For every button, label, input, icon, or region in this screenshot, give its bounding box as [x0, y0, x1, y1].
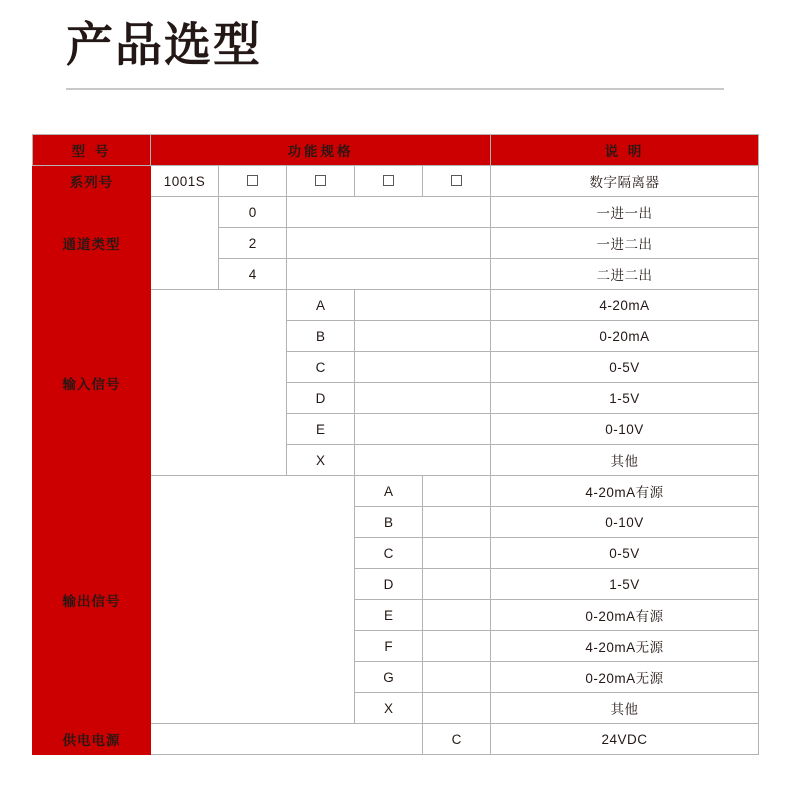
spacer-cell — [355, 383, 491, 414]
option-description: 其他 — [491, 693, 759, 724]
row-category-input-signal: 输入信号 — [33, 290, 151, 476]
checkbox-slot-4 — [423, 166, 491, 197]
spacer-cell — [151, 290, 287, 476]
spec-table-wrapper — [32, 134, 758, 755]
model-code-value: 1001S — [151, 166, 219, 197]
option-code: C — [287, 352, 355, 383]
option-code: 2 — [219, 228, 287, 259]
checkbox-slot-3 — [355, 166, 423, 197]
table-row — [33, 197, 759, 228]
option-description: 4-20mA无源 — [491, 631, 759, 662]
option-description: 一进一出 — [491, 197, 759, 228]
row-category-power-supply: 供电电源 — [33, 724, 151, 755]
checkbox-slot-1 — [219, 166, 287, 197]
option-code: X — [355, 693, 423, 724]
table-row — [33, 724, 759, 755]
checkbox-icon — [383, 175, 394, 186]
option-description: 0-20mA有源 — [491, 600, 759, 631]
option-description: 4-20mA有源 — [491, 476, 759, 507]
option-code: 0 — [219, 197, 287, 228]
spacer-cell — [355, 290, 491, 321]
option-description: 1-5V — [491, 383, 759, 414]
spacer-cell — [355, 414, 491, 445]
spacer-cell — [151, 724, 423, 755]
title-divider — [66, 88, 724, 90]
option-description: 二进二出 — [491, 259, 759, 290]
option-description: 0-10V — [491, 507, 759, 538]
option-description: 1-5V — [491, 569, 759, 600]
option-description: 24VDC — [491, 724, 759, 755]
table-header-row — [33, 135, 759, 166]
spacer-cell — [287, 228, 491, 259]
option-code: C — [355, 538, 423, 569]
table-row — [33, 166, 759, 197]
checkbox-icon — [315, 175, 326, 186]
column-header-description: 说 明 — [491, 135, 759, 166]
option-code: D — [355, 569, 423, 600]
option-description: 0-5V — [491, 352, 759, 383]
column-header-function: 功能规格 — [151, 135, 491, 166]
option-description: 0-10V — [491, 414, 759, 445]
spacer-cell — [287, 197, 491, 228]
option-description: 0-5V — [491, 538, 759, 569]
checkbox-icon — [451, 175, 462, 186]
option-code: 4 — [219, 259, 287, 290]
checkbox-icon — [247, 175, 258, 186]
spacer-cell — [355, 445, 491, 476]
option-description: 一进二出 — [491, 228, 759, 259]
option-description: 0-20mA — [491, 321, 759, 352]
option-code: D — [287, 383, 355, 414]
spacer-cell — [423, 600, 491, 631]
spacer-cell — [355, 321, 491, 352]
option-code: C — [423, 724, 491, 755]
product-selection-table — [32, 134, 759, 755]
title-block — [0, 0, 790, 72]
option-code: A — [355, 476, 423, 507]
page-title: 产品选型 — [66, 18, 262, 71]
spacer-cell — [423, 538, 491, 569]
spacer-cell — [423, 662, 491, 693]
checkbox-slot-2 — [287, 166, 355, 197]
option-code: F — [355, 631, 423, 662]
option-code: E — [287, 414, 355, 445]
spacer-cell — [423, 631, 491, 662]
column-header-model: 型 号 — [33, 135, 151, 166]
table-row — [33, 476, 759, 507]
option-code: A — [287, 290, 355, 321]
spacer-cell — [355, 352, 491, 383]
option-code: X — [287, 445, 355, 476]
option-code: B — [355, 507, 423, 538]
spacer-cell — [423, 476, 491, 507]
spacer-cell — [423, 693, 491, 724]
option-description: 0-20mA无源 — [491, 662, 759, 693]
spacer-cell — [151, 476, 355, 724]
option-description: 4-20mA — [491, 290, 759, 321]
option-description: 其他 — [491, 445, 759, 476]
spacer-cell — [287, 259, 491, 290]
row-description: 数字隔离器 — [491, 166, 759, 197]
spacer-cell — [151, 197, 219, 290]
row-category-series: 系列号 — [33, 166, 151, 197]
spacer-cell — [423, 507, 491, 538]
option-code: B — [287, 321, 355, 352]
row-category-output-signal: 输出信号 — [33, 476, 151, 724]
option-code: E — [355, 600, 423, 631]
spacer-cell — [423, 569, 491, 600]
row-category-channel-type: 通道类型 — [33, 197, 151, 290]
option-code: G — [355, 662, 423, 693]
table-row — [33, 290, 759, 321]
